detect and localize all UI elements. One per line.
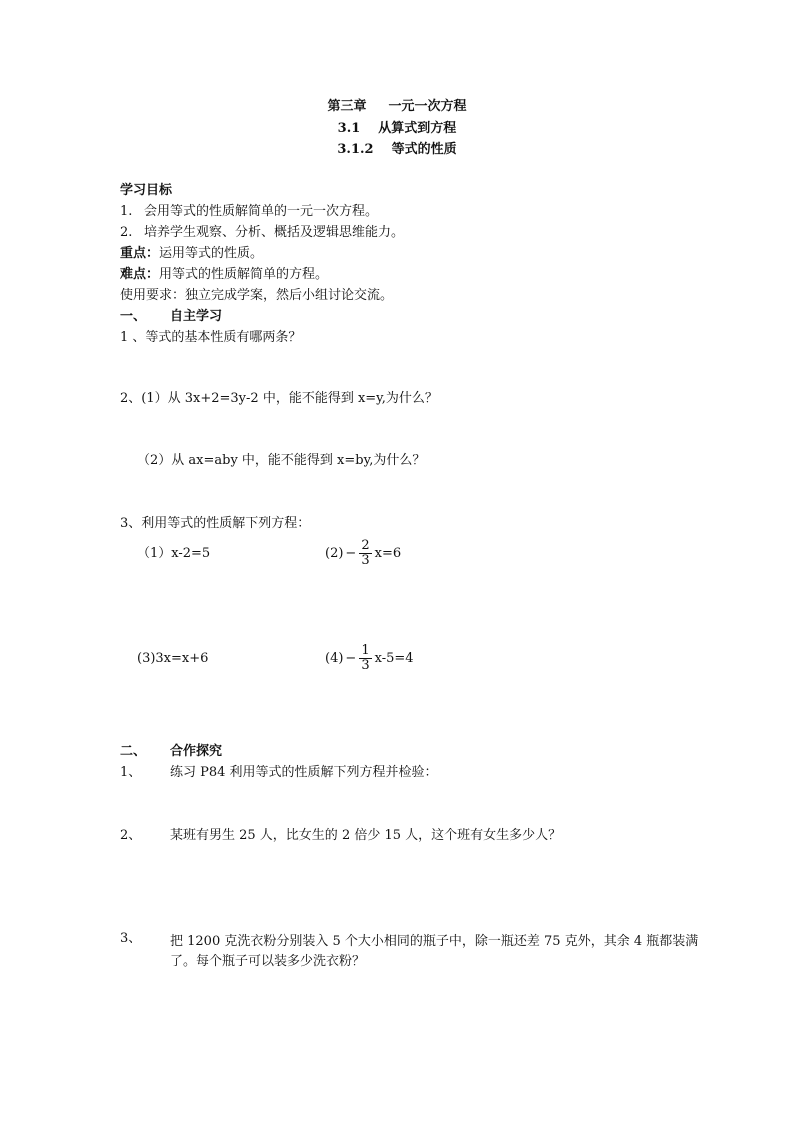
subsection-number: 3.1.2 — [337, 142, 374, 157]
part2-title: 合作探究 — [170, 744, 223, 759]
question-1: 1 、等式的基本性质有哪两条？ — [120, 330, 302, 345]
key-point-label: 重点： — [120, 246, 160, 261]
equation-1: （1）x-2=5 — [137, 546, 211, 561]
fraction — [359, 539, 371, 567]
fraction-numerator: 1 — [361, 642, 370, 658]
equation-2-suffix: x=6 — [374, 545, 402, 561]
objectives-heading: 学习目标 — [120, 183, 173, 198]
objective-text: 会用等式的性质解简单的一元一次方程。 — [144, 204, 379, 219]
difficult-point — [120, 268, 328, 281]
fraction-denominator: 3 — [361, 552, 370, 568]
part2-heading — [120, 745, 222, 758]
exercise-text: 把 1200 克洗衣粉分别装入 5 个大小相同的瓶子中，除一瓶还差 75 克外，其余 4 瓶都装满了。每个瓶子可以装多少洗衣粉？ — [170, 934, 699, 969]
chapter-name: 一元一次方程 — [388, 99, 467, 114]
objective-text: 培养学生观察、分析、概括及逻辑思维能力。 — [144, 225, 405, 240]
section-number: 3.1 — [337, 121, 361, 136]
part2-number: 二、 — [120, 744, 147, 759]
equation-4 — [325, 636, 414, 680]
equation-2-prefix: (2) — [325, 545, 344, 561]
equation-2 — [325, 531, 401, 575]
question-2b: （2）从 ax=aby 中，能不能得到 x=by,为什么？ — [137, 453, 426, 468]
question-2a: 2、(1）从 3x+2=3y-2 中，能不能得到 x=y,为什么？ — [120, 391, 438, 406]
minus-sign: − — [345, 650, 357, 666]
exercise-item-1 — [120, 766, 438, 779]
exercise-text: 某班有男生 25 人，比女生的 2 倍少 15 人，这个班有女生多少人？ — [170, 828, 562, 843]
fraction-numerator: 2 — [361, 537, 370, 553]
minus-sign: − — [345, 545, 357, 561]
key-point — [120, 247, 263, 260]
exercise-number: 3、 — [120, 931, 142, 946]
objective-item-1 — [120, 205, 378, 218]
exercise-text: 练习 P84 利用等式的性质解下列方程并检验： — [170, 765, 438, 780]
objective-item-2 — [120, 226, 404, 239]
subsection-title — [0, 143, 794, 156]
exercise-item-3 — [120, 932, 715, 972]
usage-requirement: 使用要求：独立完成学案，然后小组讨论交流。 — [120, 288, 394, 303]
part1-title: 自主学习 — [170, 309, 223, 324]
fraction — [359, 644, 371, 672]
exercise-number: 2、 — [120, 828, 142, 843]
subsection-name: 等式的性质 — [391, 142, 457, 157]
part1-number: 一、 — [120, 309, 147, 324]
equation-4-prefix: (4) — [325, 650, 344, 666]
difficult-point-text: 用等式的性质解简单的方程。 — [159, 267, 329, 282]
exercise-number: 1、 — [120, 765, 142, 780]
equation-4-suffix: x-5=4 — [374, 650, 414, 666]
exercise-item-2 — [120, 829, 561, 842]
chapter-label: 第三章 — [327, 99, 367, 114]
section-title — [0, 122, 794, 135]
difficult-point-label: 难点： — [120, 267, 160, 282]
objective-number: 1. — [120, 204, 133, 219]
question-3: 3、利用等式的性质解下列方程： — [120, 516, 311, 531]
key-point-text: 运用等式的性质。 — [159, 246, 264, 261]
objective-number: 2. — [120, 225, 133, 240]
part1-heading — [120, 310, 222, 323]
fraction-denominator: 3 — [361, 657, 370, 673]
section-name: 从算式到方程 — [378, 121, 457, 136]
equation-3: (3)3x=x+6 — [137, 651, 209, 666]
chapter-title — [0, 100, 794, 113]
